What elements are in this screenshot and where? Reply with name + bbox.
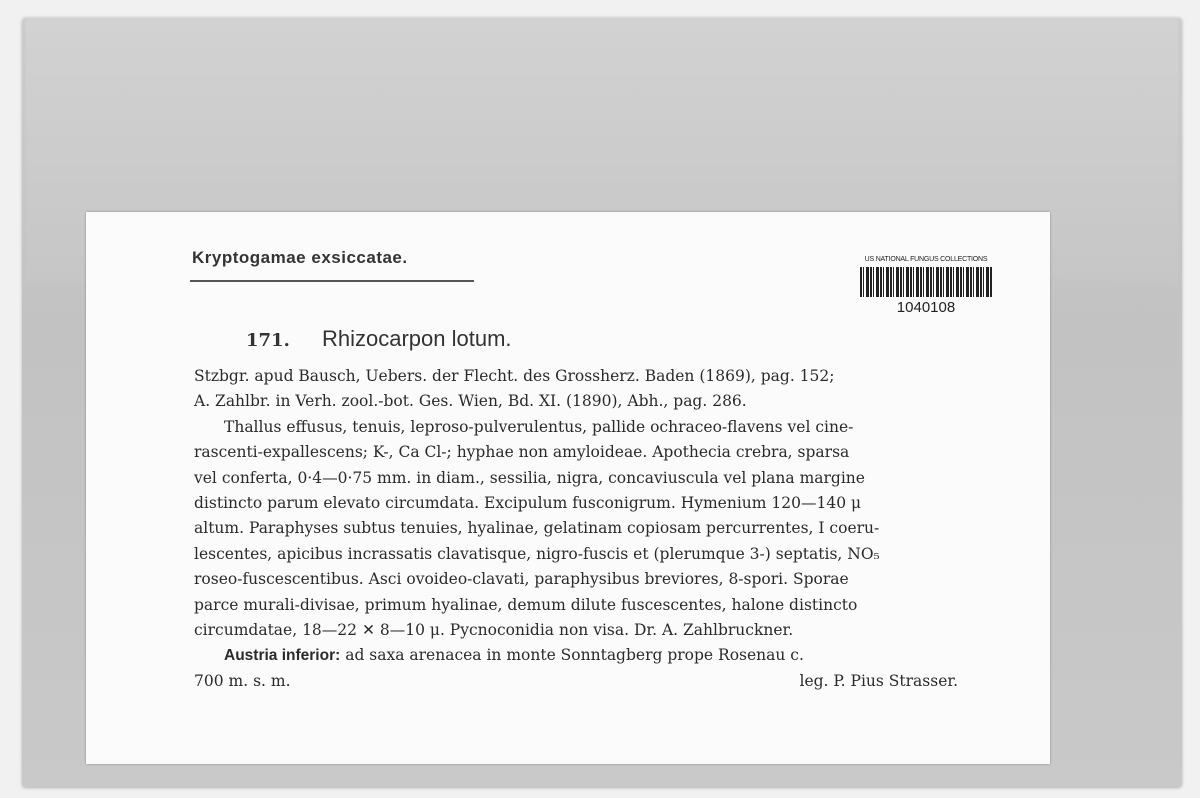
species-name: Rhizocarpon lotum. [321, 326, 512, 351]
text-line: Stzbgr. apud Bausch, Uebers. der Flecht. des Grossherz. Baden (1869), pag. 152; [194, 367, 835, 385]
species-number: 171. [246, 330, 290, 351]
barcode-icon [860, 267, 992, 297]
specimen-label [86, 212, 1050, 764]
locality-label: Austria inferior: [224, 647, 341, 665]
text-line: vel conferta, 0·4—0·75 mm. in diam., sessilia, nigra, concaviuscula vel plana margine [194, 468, 865, 487]
text-line: circumdatae, 18—22 ✕ 8—10 μ. Pycnoconidia non visa. Dr. A. Zahlbruckner. [194, 621, 794, 640]
locality-text: ad saxa arenacea in monte Sonntagberg prope Rosenau c. [345, 646, 804, 665]
text-line: A. Zahlbr. in Verh. zool.-bot. Ges. Wien, Bd. XI. (1890), Abh., pag. 286. [194, 392, 747, 411]
text-line: parce murali-divisae, primum hyalinae, demum dilute fuscescentes, halone distincto [194, 595, 858, 614]
text-line: Thallus effusus, tenuis, leproso-pulverulentus, pallide ochraceo-flavens vel cine- [224, 417, 854, 436]
text-line: rascenti-expallescens; K-, Ca Cl-; hyphae non amyloideae. Apothecia crebra, sparsa [194, 443, 850, 462]
label-description [194, 364, 1018, 694]
series-underline [190, 280, 474, 282]
text-line: distincto parum elevato circumdata. Excipulum fusconigrum. Hymenium 120—140 μ [194, 494, 862, 513]
barcode-block [856, 256, 996, 316]
collector-line [194, 669, 1018, 694]
collector: leg. P. Pius Strasser. [799, 671, 958, 690]
barcode-title: US NATIONAL FUNGUS COLLECTIONS [864, 256, 988, 263]
text-line: roseo-fuscescentibus. Asci ovoideo-clavati, paraphysibus breviores, 8-spori. Sporae [194, 570, 849, 589]
elevation: 700 m. s. m. [194, 671, 291, 690]
locality-line [194, 643, 1018, 668]
series-title: Kryptogamae exsiccatae. [192, 248, 408, 267]
species-heading [246, 326, 512, 352]
text-line: altum. Paraphyses subtus tenuies, hyalinae, gelatinam copiosam percurrentes, I coeru- [194, 519, 880, 538]
barcode-number: 1040108 [896, 299, 956, 316]
text-line: lescentes, apicibus incrassatis clavatisque, nigro-fuscis et (plerumque 3-) septatis, NO₅ [194, 544, 880, 563]
